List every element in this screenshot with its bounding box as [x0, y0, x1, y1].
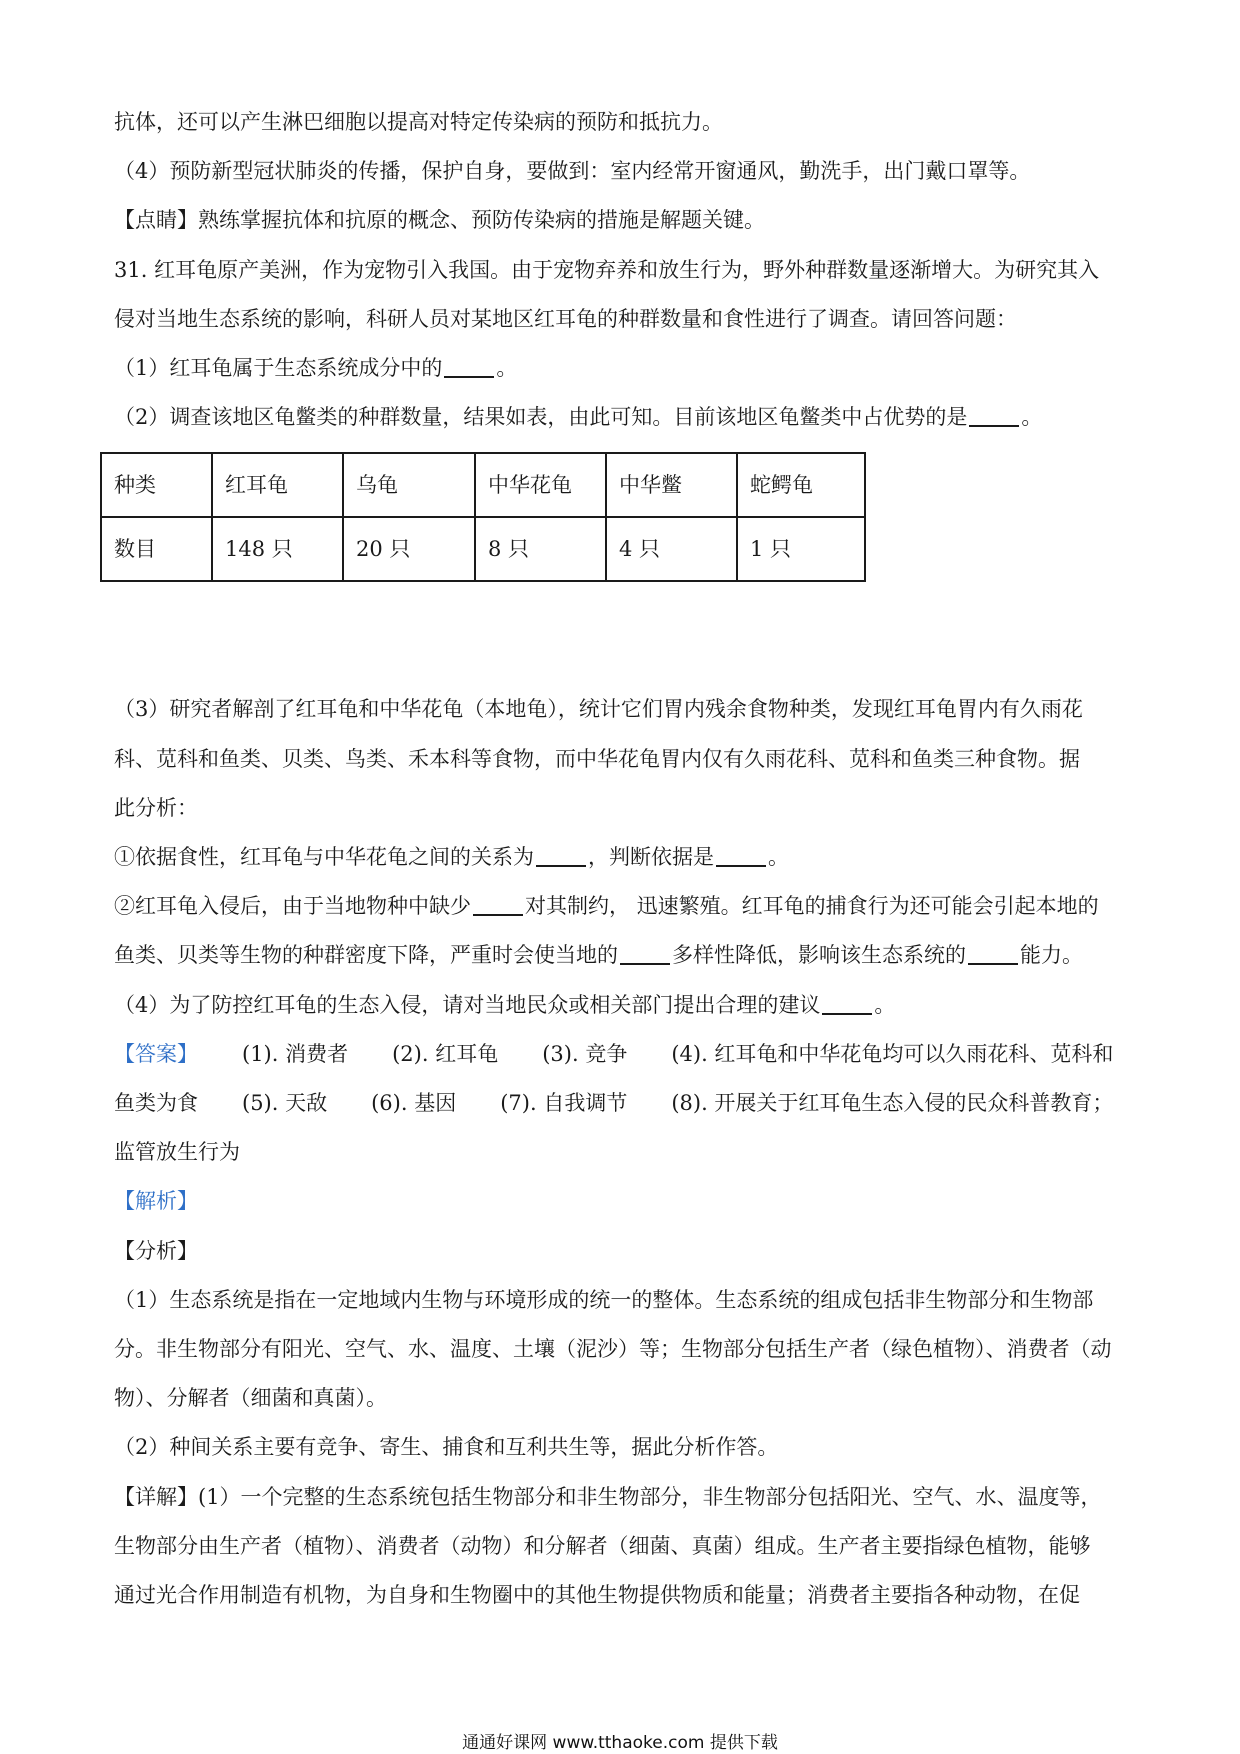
analysis-line: （1）生态系统是指在一定地域内生物与环境形成的统一的整体。生态系统的组成包括非生物部分和生物部: [114, 1287, 1094, 1312]
analysis-line: 【详解】(1）一个完整的生态系统包括生物部分和非生物部分，非生物部分包括阳光、空气、水、温度等，: [114, 1484, 1102, 1509]
table-cell: 8 只: [475, 517, 606, 581]
question-text: ，判断依据是: [588, 845, 714, 870]
answer-item: (1). 消费者: [242, 1041, 349, 1066]
question-part-3: 科、苋科和鱼类、贝类、鸟类、禾本科等食物，而中华花龟胃内仅有久雨花科、苋科和鱼类三种食物。据: [114, 746, 1080, 771]
document-body: [114, 98, 1130, 1620]
answer-blank: [444, 354, 494, 378]
question-text: （4）为了防控红耳龟的生态入侵，请对当地民众或相关部门提出合理的建议: [114, 992, 821, 1017]
answer-item: (7). 自我调节: [500, 1091, 628, 1116]
table-cell: 数目: [101, 517, 212, 581]
answer-item: (8). 开展关于红耳龟生态入侵的民众科普教育；: [671, 1091, 1114, 1116]
analysis-line: 分。非生物部分有阳光、空气、水、温度、土壤（泥沙）等；生物部分包括生产者（绿色植物）、消费者（动: [114, 1337, 1112, 1362]
question-text: 对其制约， 迅速繁殖。红耳龟的捕食行为还可能会引起本地的: [525, 894, 1099, 919]
sub-question-2-cont: [114, 931, 1130, 980]
question-31-intro: 侵对当地生态系统的影响，科研人员对某地区红耳龟的种群数量和食性进行了调查。请回答问题：: [114, 306, 1017, 331]
table-cell: 4 只: [606, 517, 737, 581]
question-text: （1）红耳龟属于生态系统成分中的: [114, 356, 443, 381]
text-line: 【点睛】熟练掌握抗体和抗原的概念、预防传染病的措施是解题关键。: [114, 208, 765, 233]
answer-blank: [620, 941, 670, 965]
analysis-label: 【解析】: [114, 1189, 198, 1214]
text-line: （4）预防新型冠状肺炎的传播，保护自身，要做到：室内经常开窗通风，勤洗手，出门戴口罩等。: [114, 159, 1031, 184]
answer-blank: [822, 991, 872, 1015]
answer-item: 鱼类为食: [114, 1091, 198, 1116]
analysis-line: 通过光合作用制造有机物，为自身和生物圈中的其他生物提供物质和能量；消费者主要指各种动物，在促: [114, 1583, 1080, 1608]
question-part-1: [114, 344, 1130, 393]
question-text: （2）调查该地区龟鳖类的种群数量，结果如表，由此可知。目前该地区龟鳖类中占优势的是: [114, 405, 968, 430]
analysis-line: 生物部分由生产者（植物）、消费者（动物）和分解者（细菌、真菌）组成。生产者主要指绿色植物，能够: [114, 1533, 1091, 1558]
question-text: 。: [874, 992, 896, 1017]
sub-question-2: [114, 882, 1130, 931]
table-cell: 中华花龟: [475, 453, 606, 517]
table-cell: 1 只: [737, 517, 865, 581]
answer-blank: [969, 403, 1019, 427]
spacer: [114, 582, 1130, 685]
question-text: 鱼类、贝类等生物的种群密度下降，严重时会使当地的: [114, 943, 618, 968]
species-count-table: [100, 452, 866, 582]
question-text: 能力。: [1020, 943, 1083, 968]
table-cell: 148 只: [212, 517, 343, 581]
answer-blank: [536, 843, 586, 867]
table-row: [101, 517, 865, 581]
table-cell: 红耳龟: [212, 453, 343, 517]
table-header-row: [101, 453, 865, 517]
table-cell: 种类: [101, 453, 212, 517]
answer-item: (6). 基因: [371, 1091, 457, 1116]
answer-line: 监管放生行为: [114, 1140, 240, 1165]
answer-blank: [473, 892, 523, 916]
answer-item: (3). 竞争: [542, 1041, 628, 1066]
analysis-subheading: 【分析】: [114, 1238, 198, 1263]
question-text: 。: [768, 845, 789, 870]
question-text: 。: [1021, 405, 1043, 430]
analysis-line: （2）种间关系主要有竞争、寄生、捕食和互利共生等，据此分析作答。: [114, 1435, 779, 1460]
sub-question-1: [114, 833, 1130, 882]
table-cell: 蛇鳄龟: [737, 453, 865, 517]
question-text: 。: [496, 356, 518, 381]
answer-item: (5). 天敌: [242, 1091, 328, 1116]
question-text: 多样性降低，影响该生态系统的: [672, 943, 966, 968]
analysis-line: 物）、分解者（细菌和真菌）。: [114, 1386, 387, 1411]
answer-line: [114, 1079, 1130, 1128]
question-text: ②红耳龟入侵后，由于当地物种中缺少: [114, 894, 471, 919]
answer-item: (2). 红耳龟: [392, 1041, 499, 1066]
table-cell: 20 只: [343, 517, 475, 581]
text-line: 抗体，还可以产生淋巴细胞以提高对特定传染病的预防和抵抗力。: [114, 110, 723, 134]
answer-blank: [968, 941, 1018, 965]
question-31-intro: 31. 红耳龟原产美洲，作为宠物引入我国。由于宠物弃养和放生行为，野外种群数量逐渐增大。为研究其入: [114, 257, 1100, 282]
answer-blank: [716, 843, 766, 867]
question-part-3: （3）研究者解剖了红耳龟和中华花龟（本地龟），统计它们胃内残余食物种类，发现红耳龟胃内有久雨花: [114, 697, 1083, 722]
question-part-2: [114, 393, 1130, 442]
answer-label: 【答案】: [114, 1041, 198, 1066]
answer-line: [114, 1030, 1130, 1079]
table-cell: 乌龟: [343, 453, 475, 517]
page-footer: 通通好课网 www.tthaoke.com 提供下载: [462, 1733, 778, 1753]
question-part-3: 此分析：: [114, 795, 198, 820]
question-text: ①依据食性，红耳龟与中华花龟之间的关系为: [114, 845, 534, 870]
answer-item: (4). 红耳龟和中华花龟均可以久雨花科、苋科和: [671, 1041, 1114, 1066]
question-part-4: [114, 981, 1130, 1030]
table-cell: 中华鳖: [606, 453, 737, 517]
